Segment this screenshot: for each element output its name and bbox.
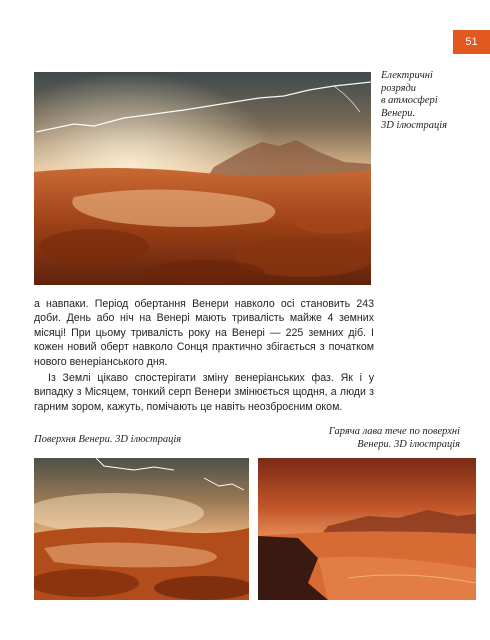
page-number-label: 51 (465, 36, 478, 48)
venus-lightning-illustration (34, 72, 371, 285)
top-figure-caption (381, 70, 481, 133)
bottom-right-caption-line: Гаряча лава тече по поверхні (328, 426, 460, 437)
page-number (453, 30, 490, 54)
venus-surface-illustration (34, 458, 249, 600)
top-caption-line: 3D ілюстрація (381, 120, 448, 131)
top-caption-line: розряди (381, 82, 417, 94)
top-caption-line: в атмосфері (381, 95, 438, 106)
paragraph-2: Із Землі цікаво спостерігати зміну венеріанських фаз. Як і у випадку з Місяцем, тонкий серп Венери змінюється щодня, а люди з гарним зором, кажуть, помічають це навіть неозброєним оком. (34, 372, 374, 413)
top-caption-line: Електричні (381, 70, 433, 81)
body-text (34, 297, 374, 414)
venus-lava-illustration (258, 458, 476, 600)
bottom-right-caption-line: Венери. 3D ілюстрація (357, 438, 460, 450)
bottom-right-caption (290, 426, 460, 451)
top-caption-line: Венери. (381, 107, 416, 119)
paragraph-1: а навпаки. Період обертання Венери навколо осі становить 243 доби. День або ніч на Венері мають тривалість майже 4 земних місяці! При цьому тривалість року на Венері — 225 земних діб. І кожен новий оберт навколо Сонця практично збігається з початком нового венеріанського дня. (34, 298, 374, 368)
bottom-left-caption: Поверхня Венери. 3D ілюстрація (34, 434, 182, 445)
